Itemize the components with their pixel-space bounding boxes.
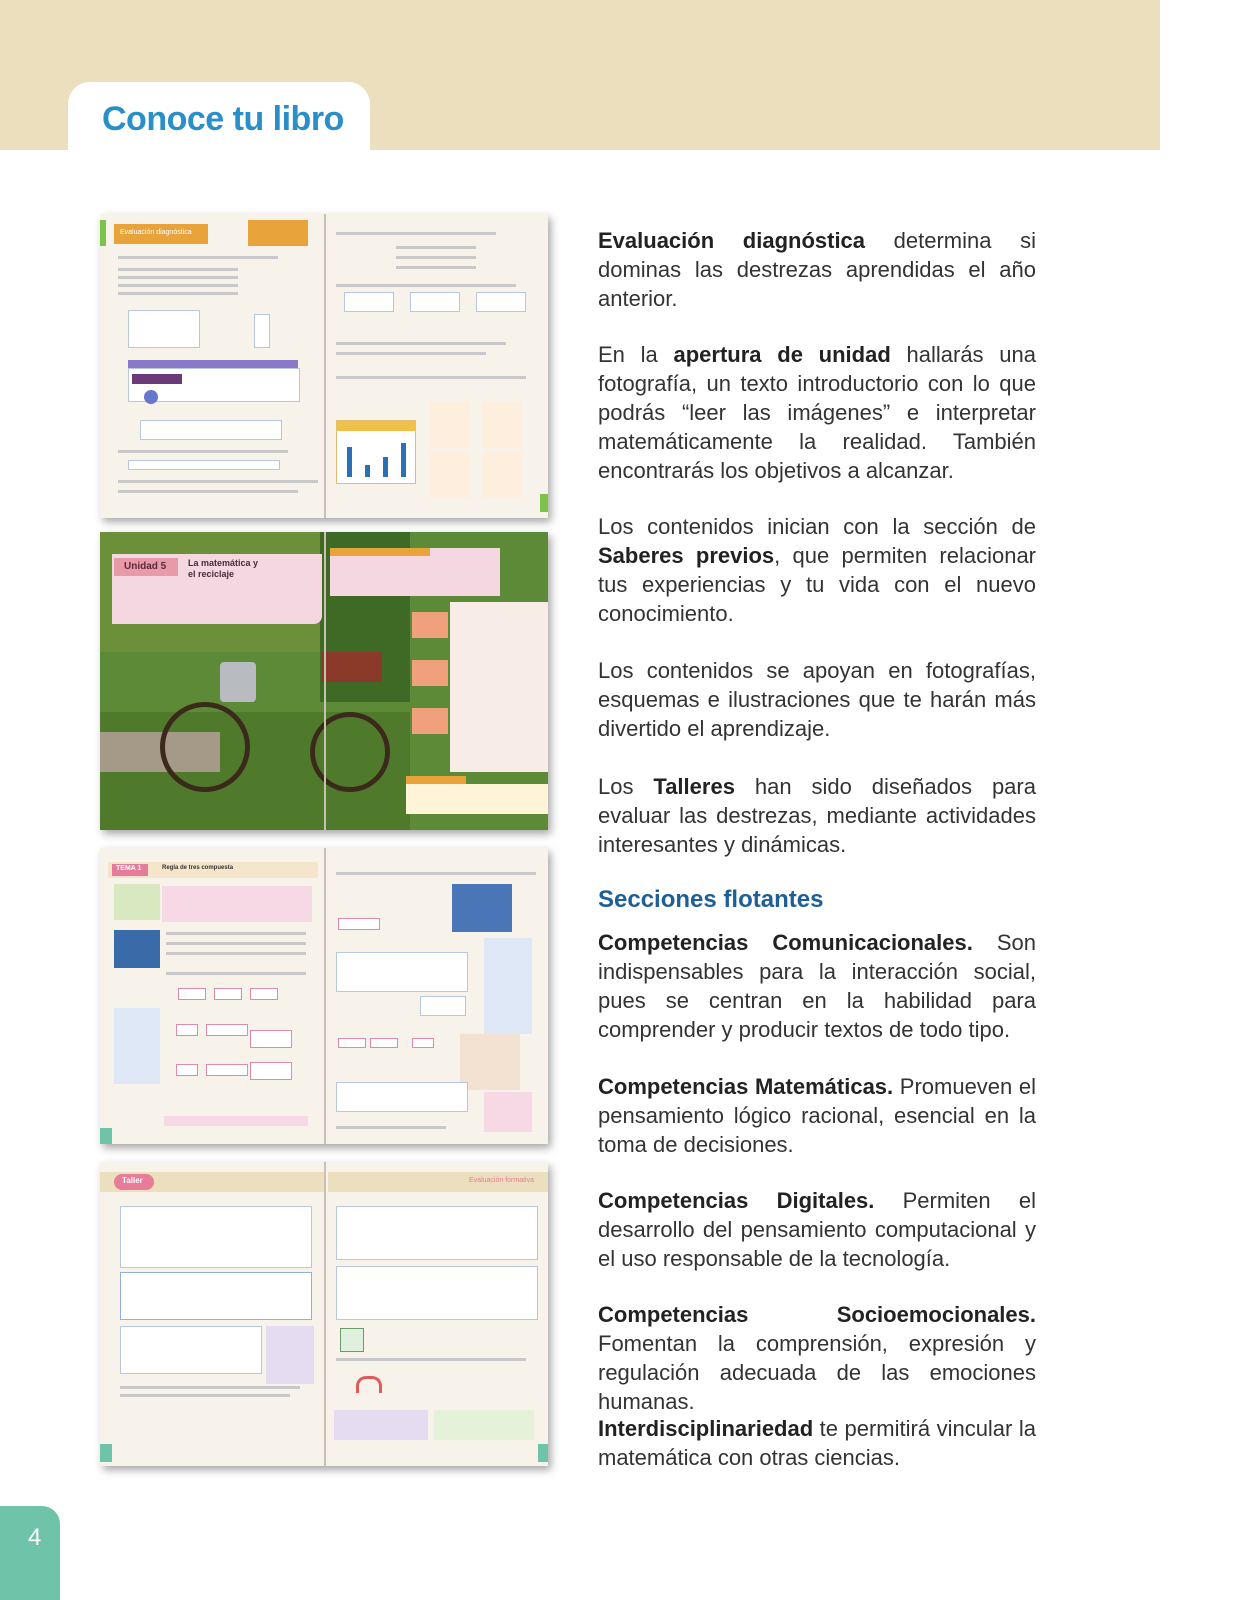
sidebar-card [484, 938, 532, 1034]
text-line [166, 942, 306, 945]
paragraph-saberes [598, 512, 1036, 628]
concept-tag [412, 708, 448, 734]
bicycle [310, 712, 390, 792]
term-matematicas: Competencias Matemáticas. [598, 1074, 894, 1099]
exercise-table [120, 1206, 312, 1268]
formula-box [338, 918, 380, 930]
taller-label: Taller [122, 1176, 143, 1185]
table-header [128, 360, 298, 368]
table [336, 952, 468, 992]
section-label: Evaluación diagnóstica [120, 229, 192, 236]
formula-box [370, 1038, 398, 1048]
edge-marker [100, 220, 106, 246]
book-spine [324, 848, 326, 1144]
concept-panel [450, 602, 548, 772]
paragraph-matematicas [598, 1072, 1036, 1159]
term-talleres: Talleres [653, 774, 735, 799]
edge-marker [100, 1128, 112, 1144]
exercise-table [120, 1326, 262, 1374]
formula-box [250, 1062, 292, 1080]
formula-box [214, 988, 242, 1000]
diagram-box [410, 292, 460, 312]
exercise-table [336, 1206, 538, 1260]
fraction-bar [132, 374, 182, 384]
flower-bucket [220, 662, 256, 702]
section-heading: Secciones flotantes [598, 886, 824, 913]
chart-bar [383, 457, 388, 477]
formula-box [420, 996, 466, 1016]
barrels-photo [452, 884, 512, 932]
medal-table [430, 402, 470, 448]
paragraph-text: Promueven el pensamiento lógico racional, esencial en la toma de decisiones. [598, 1074, 1037, 1157]
text-line [396, 266, 476, 269]
fabric-photo [114, 930, 160, 968]
paragraph-text: Permiten el desarrollo del pensamiento computacional y el uso responsable de la tecnología. [598, 1188, 1036, 1271]
rainbow-illustration [356, 1376, 382, 1393]
text-line [118, 276, 238, 279]
text-line [118, 450, 288, 453]
answer-boxes [128, 460, 280, 470]
questions-header [330, 548, 430, 556]
paragraph-comunicacionales [598, 928, 1036, 1044]
page-title: Conoce tu libro [102, 100, 344, 138]
mini-bar-chart [336, 420, 416, 484]
unit-title: La matemática y el reciclaje [188, 558, 259, 579]
text-line [166, 932, 306, 935]
paragraph-text: te permitirá vincular la matemática con otras ciencias. [598, 1416, 1036, 1470]
text-line [120, 1394, 290, 1397]
exercise-box [128, 310, 200, 348]
exercise-table [120, 1272, 312, 1320]
formula-box [250, 988, 278, 1000]
text-line [336, 342, 506, 345]
bicycle [160, 702, 250, 792]
edge-marker [538, 1444, 548, 1462]
book-spine [324, 1162, 326, 1466]
formula-box [250, 1030, 292, 1048]
paragraph-contenidos [598, 656, 1036, 743]
text-line [166, 952, 306, 955]
thumbnail-tema [100, 848, 548, 1144]
formula-box [412, 1038, 434, 1048]
text-line [336, 232, 496, 235]
note-strip [164, 1116, 308, 1126]
paragraph-digitales [598, 1186, 1036, 1273]
paragraph-talleres [598, 772, 1036, 859]
thumbnail-apertura-unidad [100, 532, 548, 830]
medal-table [430, 452, 470, 498]
right-header-label: Evaluación formativa [469, 1177, 534, 1184]
paragraph-text: Los [598, 774, 654, 799]
section-header [114, 224, 208, 244]
taller-badge [114, 1174, 154, 1190]
circle-figure [144, 390, 158, 404]
term-saberes: Saberes previos [598, 543, 775, 568]
paragraph-text: hallarás una fotografía, un texto introductorio con lo que podrás “leer las imágenes” e interpretar matemáticamente la realidad. También encontrarás los objetivos a alcanzar. [598, 342, 1036, 483]
digital-card [434, 1410, 534, 1440]
medal-table [482, 452, 522, 498]
formula-box [206, 1024, 248, 1036]
text-line [118, 284, 238, 287]
topic-title: Regla de tres compuesta [162, 865, 234, 871]
table [336, 1082, 468, 1112]
text-line [118, 256, 278, 259]
chart-title-strip [337, 421, 415, 431]
text-line [118, 268, 238, 271]
paragraph-apertura [598, 340, 1036, 485]
formula-box [176, 1024, 198, 1036]
text-line [336, 352, 486, 355]
edge-marker [100, 1444, 112, 1462]
text-line [396, 256, 476, 259]
flower-basket [322, 652, 382, 682]
text-line [166, 972, 306, 975]
formula-box [176, 1064, 198, 1076]
paragraph-text: , que permiten relacionar tus experiencias y tu vida con el nuevo conocimiento. [598, 543, 1037, 626]
text-line [120, 1386, 300, 1389]
cows-illustration [114, 884, 160, 920]
prior-knowledge-box [162, 886, 312, 922]
page-number: 4 [28, 1524, 42, 1551]
text-line [118, 490, 298, 493]
chart-bar [347, 447, 352, 477]
page-number-tab [0, 1506, 60, 1600]
exercise-box [254, 314, 270, 348]
text-line [118, 292, 238, 295]
concept-tag [412, 660, 448, 686]
text-line [336, 1358, 526, 1361]
medal-table [482, 402, 522, 448]
paragraph-text: han sido diseñados para evaluar las destrezas, mediante actividades interesantes y dinámicas. [598, 774, 1036, 857]
book-spine [324, 532, 326, 830]
paragraph-text: Fomentan la comprensión, expresión y regulación adecuada de las emociones humanas. [598, 1331, 1036, 1414]
text-line [336, 1126, 446, 1129]
objectives-panel [406, 784, 548, 814]
paragraph-text: determina si dominas las destrezas aprendidas el año anterior. [598, 228, 1036, 311]
term-socioemocionales: Competencias Socioemocionales. [598, 1302, 1036, 1327]
term-apertura: apertura de unidad [673, 342, 891, 367]
term-digitales: Competencias Digitales. [598, 1188, 875, 1213]
text-line [336, 376, 526, 379]
text-line [336, 284, 516, 287]
sidebar-card [114, 1008, 160, 1084]
concept-tag [412, 612, 448, 638]
unit-label: Unidad 5 [124, 561, 167, 572]
term-interdisciplinariedad: Interdisciplinariedad [598, 1416, 814, 1441]
topic-label: TEMA 1 [116, 865, 142, 872]
seamstress-illustration [460, 1034, 520, 1090]
text-line [396, 246, 476, 249]
cube-figure [340, 1328, 364, 1352]
exercise-table [336, 1266, 538, 1320]
text-line [118, 480, 318, 483]
thumbnail-evaluacion-diagnostica [100, 214, 548, 518]
number-boxes [140, 420, 282, 440]
text-line [336, 872, 536, 875]
formula-box [338, 1038, 366, 1048]
term-evaluacion: Evaluación diagnóstica [598, 228, 866, 253]
unit-badge [114, 558, 178, 576]
term-comunicacionales: Competencias Comunicacionales. [598, 930, 973, 955]
paragraph-evaluacion [598, 226, 1036, 313]
diagram-box [476, 292, 526, 312]
section-tab [248, 220, 308, 246]
sidebar-card [484, 1092, 532, 1132]
paragraph-socioemocionales [598, 1300, 1036, 1416]
topic-badge [112, 864, 148, 876]
paragraph-text: Los contenidos inician con la sección de [598, 514, 1036, 539]
book-spine [324, 214, 326, 518]
edge-marker [540, 494, 548, 512]
formula-box [206, 1064, 248, 1076]
diagram-box [344, 292, 394, 312]
thumbnail-taller [100, 1162, 548, 1466]
paragraph-interdisciplinariedad [598, 1414, 1036, 1472]
chart-bar [401, 443, 406, 477]
formula-box [178, 988, 206, 1000]
paragraph-text: Son indispensables para la interacción social, pues se centran en la habilidad para comprender y producir textos de todo tipo. [598, 930, 1036, 1042]
digital-card [334, 1410, 428, 1440]
sidebar-card [266, 1326, 314, 1384]
right-header [328, 1172, 548, 1192]
paragraph-text: En la [598, 342, 674, 367]
chart-bar [365, 465, 370, 477]
objectives-header [406, 776, 466, 784]
page-margin [1160, 0, 1236, 1600]
paragraph-text: Los contenidos se apoyan en fotografías, esquemas e ilustraciones que te harán más divertido el aprendizaje. [598, 658, 1036, 741]
